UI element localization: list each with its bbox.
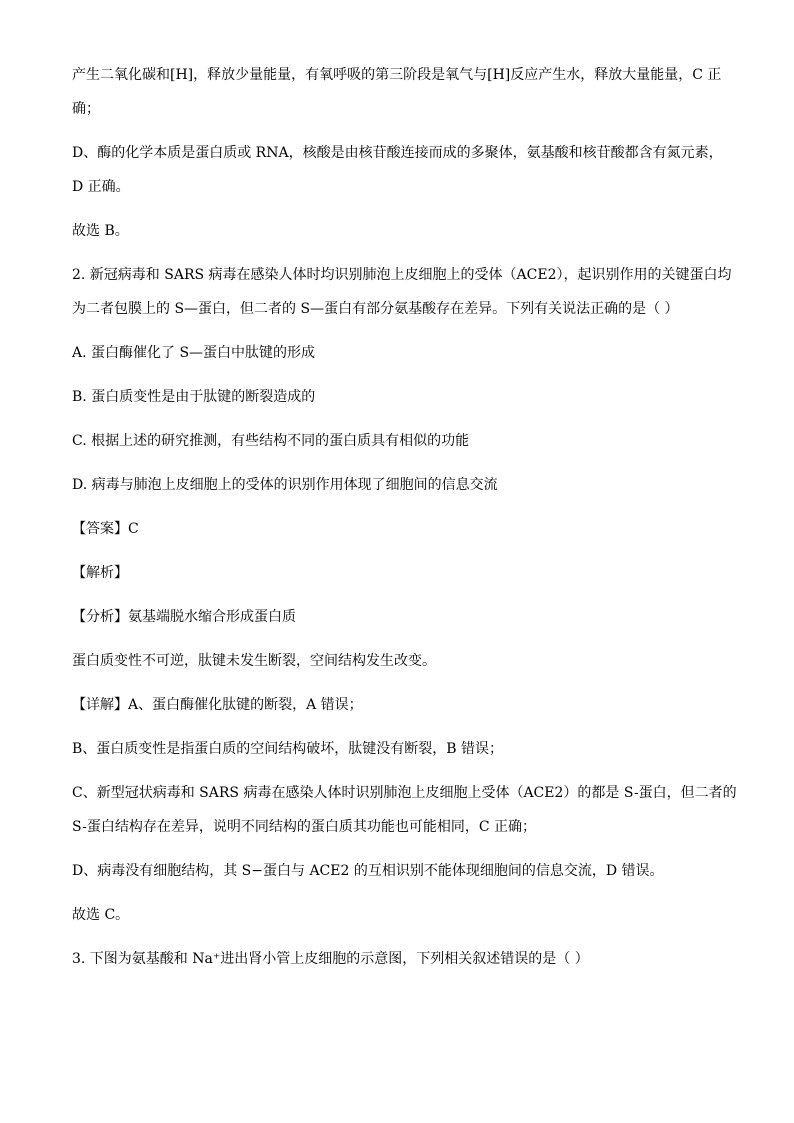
fenxi-line (72, 606, 722, 628)
option-b: B. 蛋白质变性是由于肽键的断裂造成的 (72, 389, 316, 405)
paragraph-line: D 正确。 (72, 179, 130, 195)
conclusion: 故选 C。 (72, 907, 130, 923)
paragraph-line: 蛋白质变性不可逆，肽键未发生断裂，空间结构发生改变。 (72, 653, 436, 669)
detail-label: 【详解】 (72, 697, 128, 713)
document-page (72, 64, 737, 970)
analysis-label: 【解析】 (72, 565, 128, 581)
answer-line (72, 518, 722, 540)
answer-label: 【答案】 (72, 521, 128, 537)
fenxi-label: 【分析】 (72, 609, 128, 625)
paragraph-line: D、酶的化学本质是蛋白质或 RNA，核酸是由核苷酸连接而成的多聚体，氨基酸和核苷酸都含有氮元素， (72, 145, 723, 161)
detail-c: C、新型冠状病毒和 SARS 病毒在感染人体时识别肺泡上皮细胞上受体（ACE2）的都是 S-蛋白，但二者的 (72, 785, 737, 801)
option-d: D. 病毒与肺泡上皮细胞上的受体的识别作用体现了细胞间的信息交流 (72, 477, 498, 493)
paragraph-line: 产生二氧化碳和[H]，释放少量能量，有氧呼吸的第三阶段是氧气与[H]反应产生水，释放大量能量，C 正 (72, 67, 722, 83)
detail-b: B、蛋白质变性是指蛋白质的空间结构破坏，肽键没有断裂，B 错误； (72, 741, 504, 757)
paragraph-line: 确； (72, 101, 100, 117)
question-3-stem: 3. 下图为氨基酸和 Na⁺进出肾小管上皮细胞的示意图，下列相关叙述错误的是（ ） (72, 951, 589, 967)
detail-line (72, 694, 722, 716)
detail-a: A、蛋白酶催化肽键的断裂，A 错误； (128, 697, 363, 713)
detail-c: S-蛋白结构存在差异，说明不同结构的蛋白质其功能也可能相同，C 正确； (72, 819, 536, 835)
detail-d: D、病毒没有细胞结构，其 S−蛋白与 ACE2 的互相识别不能体现细胞间的信息交流，D 错误。 (72, 863, 664, 879)
answer-value: C (128, 521, 139, 537)
question-2-stem: 2. 新冠病毒和 SARS 病毒在感染人体时均识别肺泡上皮细胞上的受体（ACE2），起识别作用的关键蛋白均 (72, 267, 732, 283)
paragraph-line: 故选 B。 (72, 223, 129, 239)
option-c: C. 根据上述的研究推测，有些结构不同的蛋白质具有相似的功能 (72, 433, 470, 449)
fenxi-text: 氨基端脱水缩合形成蛋白质 (128, 609, 296, 625)
question-2-stem: 为二者包膜上的 S—蛋白，但二者的 S—蛋白有部分氨基酸存在差异。下列有关说法正确的是（ ） (72, 301, 679, 317)
option-a: A. 蛋白酶催化了 S—蛋白中肽键的形成 (72, 345, 316, 361)
